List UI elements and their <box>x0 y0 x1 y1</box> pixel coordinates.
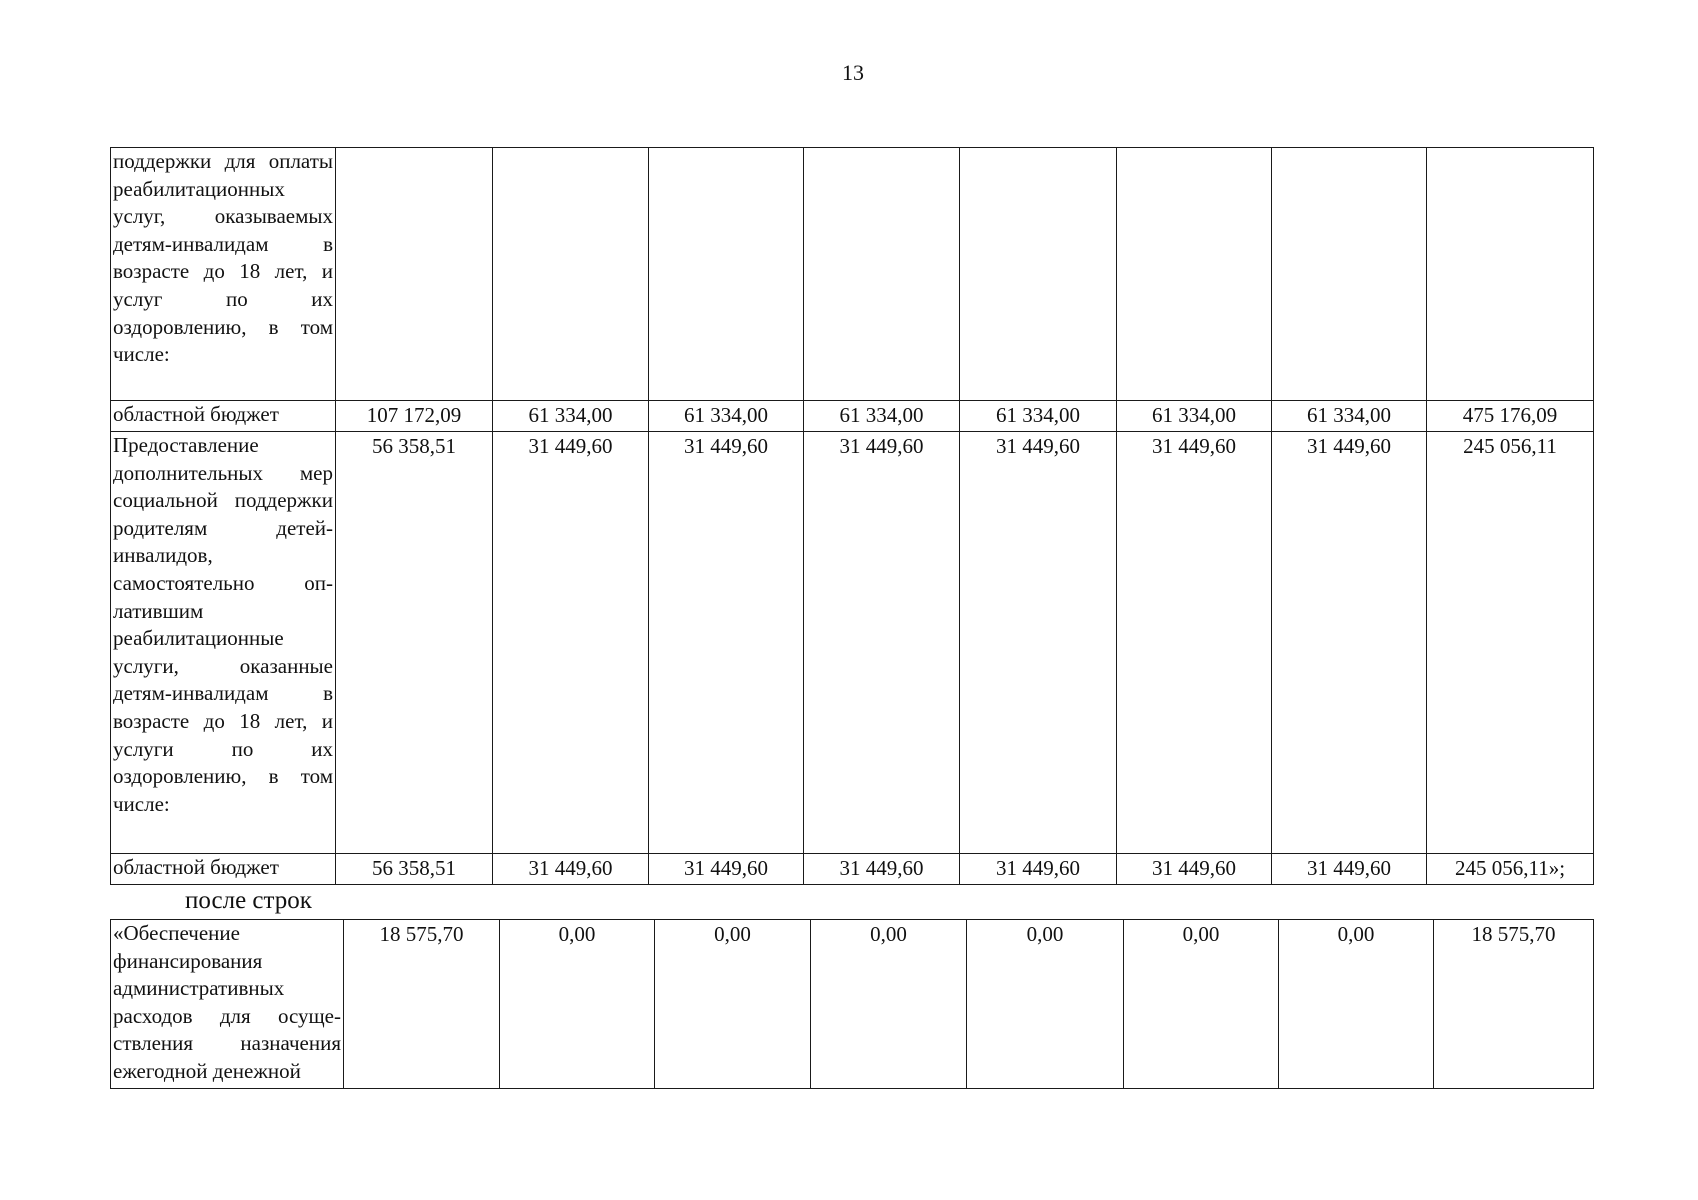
value-cell <box>960 148 1117 401</box>
row-label: поддержки для оплаты реабилитационных услуг, оказываемых детям-инвалидам в возрасте до 18 лет, и услуг по их оздоровлению, в том числе: <box>111 148 336 401</box>
value-cell: 245 056,11»; <box>1427 854 1594 885</box>
value-cell: 31 449,60 <box>493 432 649 854</box>
value-cell: 107 172,09 <box>336 401 493 432</box>
value-cell: 0,00 <box>1279 920 1434 1089</box>
value-cell <box>493 148 649 401</box>
value-cell: 31 449,60 <box>1117 854 1272 885</box>
value-cell: 0,00 <box>811 920 967 1089</box>
value-cell: 475 176,09 <box>1427 401 1594 432</box>
page-number: 13 <box>842 60 864 85</box>
row-label: Предоставление дополнительных мер социальной поддержки родителям детей-инвалидов, самостоятельно оп-латившим реабилитационные услуги, оказанные детям-инвалидам в возрасте до 18 лет, и услуги по их оздоровлению, в том числе: <box>111 432 336 854</box>
value-cell: 18 575,70 <box>344 920 500 1089</box>
budget-table-1 <box>110 147 1594 885</box>
value-cell: 31 449,60 <box>804 432 960 854</box>
value-cell: 31 449,60 <box>1272 854 1427 885</box>
table-row <box>111 432 1594 854</box>
after-rows-label: после строк <box>185 887 312 914</box>
value-cell <box>1427 148 1594 401</box>
row-label: «Обеспечение финансирования административных расходов для осуще-ствления назначения ежегодной денежной <box>111 920 344 1089</box>
value-cell: 31 449,60 <box>649 432 804 854</box>
value-cell <box>804 148 960 401</box>
value-cell <box>336 148 493 401</box>
table-row <box>111 854 1594 885</box>
value-cell: 61 334,00 <box>960 401 1117 432</box>
value-cell: 18 575,70 <box>1434 920 1594 1089</box>
value-cell: 61 334,00 <box>1117 401 1272 432</box>
value-cell: 31 449,60 <box>960 432 1117 854</box>
value-cell: 0,00 <box>967 920 1124 1089</box>
value-cell <box>1272 148 1427 401</box>
row-label: областной бюджет <box>111 854 336 885</box>
value-cell: 0,00 <box>500 920 655 1089</box>
value-cell: 31 449,60 <box>1272 432 1427 854</box>
row-label: областной бюджет <box>111 401 336 432</box>
table-row <box>111 920 1594 1089</box>
value-cell: 56 358,51 <box>336 432 493 854</box>
value-cell: 61 334,00 <box>804 401 960 432</box>
value-cell <box>1117 148 1272 401</box>
value-cell: 61 334,00 <box>1272 401 1427 432</box>
value-cell: 0,00 <box>1124 920 1279 1089</box>
table-row <box>111 401 1594 432</box>
value-cell: 31 449,60 <box>804 854 960 885</box>
value-cell: 31 449,60 <box>493 854 649 885</box>
value-cell: 0,00 <box>655 920 811 1089</box>
value-cell: 56 358,51 <box>336 854 493 885</box>
value-cell: 31 449,60 <box>960 854 1117 885</box>
table-row <box>111 148 1594 401</box>
value-cell: 245 056,11 <box>1427 432 1594 854</box>
value-cell: 61 334,00 <box>649 401 804 432</box>
value-cell: 31 449,60 <box>649 854 804 885</box>
value-cell <box>649 148 804 401</box>
budget-table-2 <box>110 919 1594 1089</box>
value-cell: 31 449,60 <box>1117 432 1272 854</box>
value-cell: 61 334,00 <box>493 401 649 432</box>
